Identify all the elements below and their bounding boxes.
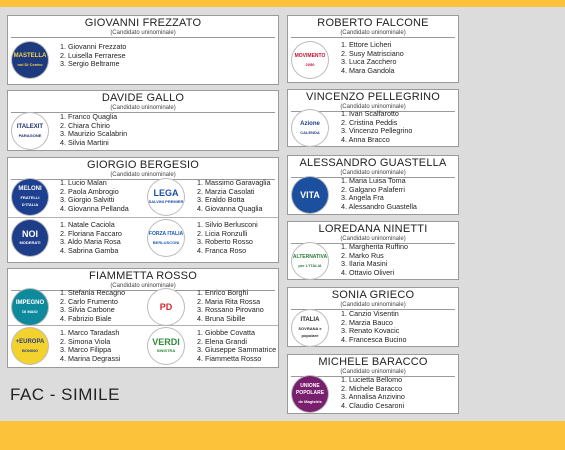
list-candidates: [197, 329, 276, 364]
list-candidate: 2. Marzia Bauco: [341, 317, 393, 327]
list-candidate: 2. Carlo Frumento: [60, 296, 118, 306]
constituency-box: [7, 15, 279, 85]
list-candidate: 3. Ilaria Masini: [341, 259, 388, 269]
list-candidate: 1. Margherita Ruffino: [341, 242, 408, 251]
logo-subtext: SOVRANA e popolare: [298, 326, 322, 338]
list-candidate: 3. Marco Filippa: [60, 345, 112, 355]
logo-subtext: MODERATI: [19, 239, 41, 245]
list-candidate: 4. Bruna Sibille: [197, 314, 246, 324]
list-candidate: 2. Cristina Peddis: [341, 117, 398, 127]
candidate-name: ALESSANDRO GUASTELLA: [299, 157, 447, 169]
list-candidate: 3. Sergio Beltrame: [60, 59, 120, 69]
list-candidate: 3. Eraldo Botta: [197, 195, 245, 205]
list-candidate: 3. Silvia Carbone: [60, 305, 115, 315]
list-candidate: 2. Susy Matrisciano: [341, 48, 404, 58]
list-candidate: 3. Aldo Maria Rosa: [60, 237, 121, 247]
impegno-civico-logo[interactable]: [12, 289, 48, 325]
constituency-box: [287, 155, 459, 215]
list-candidates: [197, 221, 258, 256]
ballot-sheet: [0, 7, 565, 421]
constituency-box: [7, 157, 279, 263]
logo-subtext: BERLUSCONI: [152, 239, 180, 245]
candidate-name: GIOVANNI FREZZATO: [84, 17, 202, 29]
logo-text: NOI: [21, 228, 38, 239]
logo-text: +EUROPA: [15, 338, 45, 345]
list-candidate: 1. Stefania Recagno: [60, 288, 126, 297]
logo-subtext: CALENDA: [300, 129, 320, 135]
list-row: [8, 289, 278, 328]
logo-subtext: DI MAIO: [22, 308, 38, 314]
list-candidate: 4. Silvia Martini: [60, 138, 109, 148]
logo-subtext: 2050: [305, 61, 315, 67]
list-candidate: 1. Giovanni Frezzato: [60, 42, 127, 51]
logo-text: MELONI: [18, 186, 42, 192]
italia-sovrana-logo[interactable]: [292, 310, 328, 346]
list-candidate: 2. Marko Rus: [341, 250, 384, 260]
list-candidate: 4. Sabrina Gamba: [60, 246, 119, 256]
list-candidate: 4. Francesca Bucino: [341, 335, 407, 345]
list-candidate: 2. Floriana Faccaro: [60, 228, 122, 238]
list-row: [288, 38, 458, 82]
list-candidate: 1. Lucio Malan: [60, 178, 107, 187]
list-candidates: [60, 289, 125, 324]
list-candidates: [341, 376, 405, 411]
alternativa-per-italia-logo[interactable]: [292, 243, 328, 279]
list-candidate: 3. Giorgio Salvitti: [60, 195, 115, 205]
candidate-subtitle: (Candidato uninominale): [291, 302, 455, 310]
list-candidate: 1. Canzio Visentin: [341, 309, 399, 318]
list-candidate: 3. Maurizio Scalabrin: [60, 129, 128, 139]
candidate-name: GIORGIO BERGESIO: [87, 159, 199, 171]
list-candidate: 4. Giovanna Quaglia: [197, 204, 263, 214]
list-candidate: 1. Maria Luisa Toma: [341, 176, 406, 185]
list-row: [288, 242, 458, 280]
constituency-box: [287, 354, 459, 414]
list-candidates: [60, 113, 127, 148]
constituency-box: [287, 89, 459, 147]
constituency-box: [7, 268, 279, 368]
list-candidate: 2. Licia Ronzulli: [197, 228, 248, 238]
logo-subtext: SINISTRA: [156, 347, 176, 353]
logo-text: MASTELLA: [13, 52, 47, 59]
list-candidate: 3. Luca Zacchero: [341, 57, 397, 67]
list-candidate: 1. Natale Caciola: [60, 220, 115, 229]
list-candidate: 2. Marzia Casolati: [197, 186, 255, 196]
list-row: [288, 375, 458, 415]
list-candidate: 3. Vincenzo Pellegrino: [341, 126, 413, 136]
candidate-name: FIAMMETTA ROSSO: [89, 270, 197, 282]
list-candidates: [341, 177, 417, 212]
list-candidate: 2. Paola Ambrogio: [60, 186, 119, 196]
list-row: [8, 113, 278, 151]
logo-text: LEGA: [153, 187, 179, 198]
logo-text: UNIONE POPOLARE: [295, 383, 325, 396]
list-candidates: [197, 179, 271, 214]
list-candidate: 4. Claudio Cesaroni: [341, 401, 405, 411]
unione-popolare-logo[interactable]: [292, 376, 328, 412]
list-candidate: 4. Fabrizio Biale: [60, 314, 112, 324]
lega-logo[interactable]: [148, 179, 184, 215]
list-candidate: 1. Franco Quaglia: [60, 112, 118, 121]
list-row: [288, 308, 458, 348]
list-candidates: [197, 289, 264, 324]
candidate-name: MICHELE BARACCO: [318, 356, 428, 368]
logo-subtext: per L'ITALIA: [298, 262, 322, 268]
list-candidate: 4. Mara Gandola: [341, 66, 395, 76]
list-candidate: 4. Anna Bracco: [341, 135, 390, 145]
fac-simile-label: FAC - SIMILE: [10, 385, 120, 404]
candidate-name: LOREDANA NINETTI: [318, 223, 428, 235]
azione-calenda-logo[interactable]: [292, 110, 328, 146]
list-row: [8, 325, 278, 368]
list-candidates: [341, 243, 408, 278]
list-candidates: [60, 179, 129, 214]
candidate-subtitle: (Candidato uninominale): [11, 172, 275, 180]
meloni-logo[interactable]: [12, 179, 48, 215]
list-candidate: 2. Michele Baracco: [341, 383, 403, 393]
movimento-5-stelle-logo[interactable]: [292, 42, 328, 78]
candidate-subtitle: (Candidato uninominale): [291, 170, 455, 178]
verdi-sinistra-logo[interactable]: [148, 328, 184, 364]
list-row: [8, 178, 278, 220]
candidate-subtitle: (Candidato uninominale): [11, 283, 275, 291]
logo-text: Azione: [300, 120, 320, 127]
mastella-logo[interactable]: [12, 42, 48, 78]
list-candidate: 3. Rossano Pirovano: [197, 305, 264, 315]
list-candidates: [60, 221, 122, 256]
list-candidates: [60, 43, 126, 69]
list-candidate: 1. Massimo Garavaglia: [197, 178, 271, 187]
candidate-name: SONIA GRIECO: [331, 289, 415, 301]
candidate-subtitle: (Candidato uninominale): [291, 236, 455, 244]
pd-logo[interactable]: [148, 289, 184, 325]
candidate-name: DAVIDE GALLO: [101, 92, 185, 104]
constituency-box: [287, 15, 459, 83]
logo-subtext: de Magistris: [298, 399, 322, 404]
list-candidate: 4. Franca Roso: [197, 246, 247, 256]
constituency-box: [287, 221, 459, 280]
list-candidate: 4. Alessandro Guastella: [341, 202, 417, 212]
vita-logo[interactable]: [292, 177, 328, 213]
candidate-subtitle: (Candidato uninominale): [291, 369, 455, 377]
list-candidate: 3. Giuseppe Sammatrice: [197, 345, 277, 355]
logo-text: FORZA ITALIA: [148, 230, 184, 237]
list-candidate: 1. Marco Taradash: [60, 328, 120, 337]
list-candidate: 3. Angela Fra: [341, 193, 384, 203]
list-candidates: [341, 41, 404, 76]
list-candidate: 2. Simona Viola: [60, 336, 111, 346]
list-candidate: 2. Galgano Palaferri: [341, 184, 405, 194]
logo-subtext: FRATELLI D'ITALIA: [20, 195, 40, 207]
list-candidate: 4. Ottavio Oliveri: [341, 268, 395, 278]
logo-text: ITALEXIT: [16, 123, 44, 130]
list-candidate: 4. Fiammetta Rosso: [197, 354, 262, 364]
list-candidates: [60, 329, 120, 364]
list-candidates: [341, 310, 407, 345]
candidate-subtitle: (Candidato uninominale): [291, 104, 455, 112]
constituency-box: [287, 287, 459, 347]
logo-text: IMPEGNO: [15, 299, 45, 306]
list-candidates: [341, 110, 412, 145]
list-candidate: 3. Roberto Rosso: [197, 237, 253, 247]
logo-text: VERDI: [152, 336, 180, 347]
list-candidate: 3. Renato Kovacic: [341, 326, 400, 336]
candidate-subtitle: (Candidato uninominale): [11, 30, 275, 38]
candidate-name: ROBERTO FALCONE: [317, 17, 429, 29]
list-row: [8, 38, 278, 84]
list-candidate: 2. Maria Rita Rossa: [197, 296, 261, 306]
list-candidate: 1. Silvio Berlusconi: [197, 220, 258, 229]
paragone-logo[interactable]: [12, 113, 48, 149]
candidate-name: VINCENZO PELLEGRINO: [306, 91, 440, 103]
list-candidate: 1. Lucietta Bellomo: [341, 375, 403, 384]
list-candidate: 1. Giobbe Covatta: [197, 328, 255, 337]
list-row: [288, 176, 458, 216]
list-candidate: 1. Ettore Licheri: [341, 40, 392, 49]
logo-text: ALTERNATIVA: [292, 253, 328, 260]
list-candidate: 4. Giovanna Pellanda: [60, 204, 129, 214]
logo-text: ITALIA: [300, 317, 320, 323]
noi-moderati-logo[interactable]: [12, 220, 48, 256]
list-candidate: 1. Enrico Borghi: [197, 288, 249, 297]
candidate-subtitle: (Candidato uninominale): [11, 105, 275, 113]
forza-italia-logo[interactable]: [148, 220, 184, 256]
logo-text: VITA: [300, 189, 320, 200]
list-candidate: 2. Elena Grandi: [197, 336, 247, 346]
logo-subtext: SALVINI PREMIER: [148, 198, 184, 204]
logo-text: MOVIMENTO: [294, 52, 326, 59]
piu-europa-logo[interactable]: [12, 328, 48, 364]
list-row: [8, 217, 278, 262]
list-candidate: 2. Chiara Chirio: [60, 120, 110, 130]
list-candidate: 2. Luisella Ferrarese: [60, 50, 126, 60]
list-candidate: 4. Marina Degrassi: [60, 354, 121, 364]
logo-subtext: BONINO: [22, 347, 38, 353]
list-candidate: 1. Ivan Scalfarotto: [341, 109, 399, 118]
candidate-subtitle: (Candidato uninominale): [291, 30, 455, 38]
list-row: [288, 110, 458, 148]
logo-text: PD: [159, 301, 173, 312]
logo-subtext: PARAGONE: [18, 132, 42, 138]
list-candidate: 3. Annalisa Anzivino: [341, 392, 405, 402]
constituency-box: [7, 90, 279, 151]
logo-subtext: noi Di Centro: [17, 61, 43, 67]
